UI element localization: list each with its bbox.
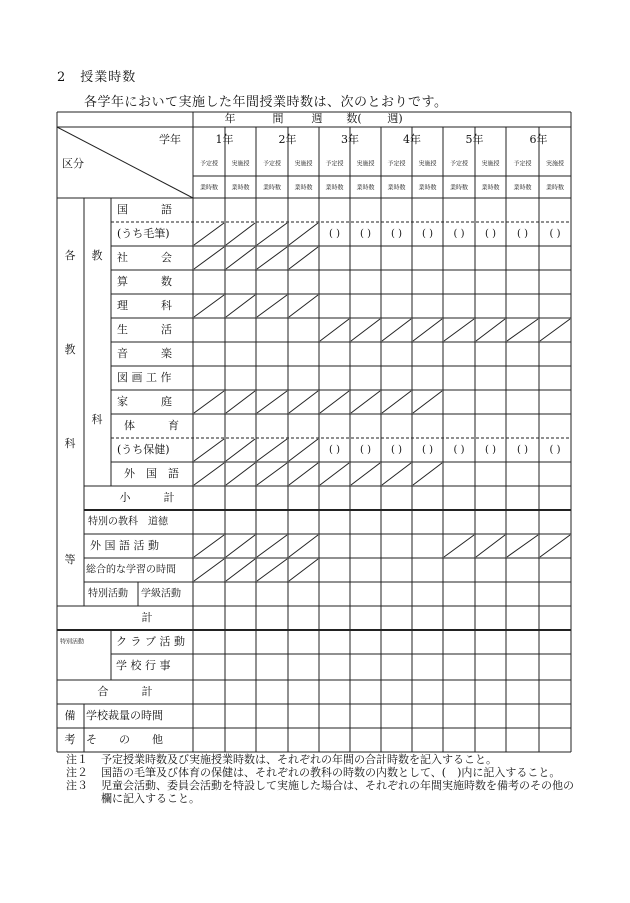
- paren-mark: ( ): [517, 444, 528, 456]
- paren-mark: ( ): [517, 228, 528, 240]
- not-applicable-slash: [540, 535, 570, 557]
- not-applicable-slash: [320, 463, 349, 485]
- sub-header-top: 実施授: [294, 160, 313, 168]
- not-applicable-slash: [444, 535, 474, 557]
- vlabel: 各: [64, 249, 76, 262]
- discretionary-label: 学校裁量の時間: [86, 709, 163, 722]
- paren-mark: ( ): [329, 228, 340, 240]
- not-applicable-slash: [507, 319, 538, 341]
- subject-label: 体 育: [124, 419, 179, 432]
- notes: [66, 753, 576, 805]
- sub-header-bottom: 業時数: [262, 184, 282, 192]
- sub-header-top: 実施授: [231, 160, 250, 168]
- not-applicable-slash: [289, 559, 318, 581]
- not-applicable-slash: [413, 463, 442, 485]
- paren-mark: ( ): [391, 444, 402, 456]
- sub-header-bottom: 業時数: [199, 184, 219, 192]
- not-applicable-slash: [257, 295, 287, 317]
- not-applicable-slash: [226, 295, 255, 317]
- subject-label: 音 楽: [117, 347, 172, 360]
- sub-header-bottom: 業時数: [325, 184, 344, 192]
- paren-mark: ( ): [422, 228, 433, 240]
- total-label: 計: [141, 611, 153, 624]
- not-applicable-slash: [194, 463, 224, 485]
- not-applicable-slash: [351, 463, 380, 485]
- not-applicable-slash: [507, 535, 538, 557]
- not-applicable-slash: [194, 223, 224, 245]
- sub-header-top: 予定授: [262, 160, 282, 168]
- sub-header-bottom: 業時数: [356, 184, 375, 192]
- section-title: 授業時数: [80, 70, 137, 85]
- not-applicable-slash: [289, 463, 318, 485]
- not-applicable-slash: [194, 391, 224, 413]
- grade-header: 4年: [403, 133, 421, 146]
- note-1-text: 予定授業時数及び実施授業時数は、それぞれの年間の合計時数を記入すること。: [101, 753, 497, 766]
- paren-mark: ( ): [549, 228, 561, 240]
- sub-header-top: 予定授: [513, 160, 532, 168]
- vlabel: 教: [91, 249, 103, 262]
- not-applicable-slash: [476, 319, 505, 341]
- sub-header-bottom: 業時数: [481, 184, 500, 192]
- not-applicable-slash: [257, 439, 287, 461]
- integrated-label: 総合的な学習の時間: [86, 564, 176, 576]
- not-applicable-slash: [194, 295, 224, 317]
- grade-header: 2年: [278, 133, 297, 146]
- vlabel: 科: [64, 437, 76, 450]
- vlabel: 考: [64, 733, 76, 746]
- intro-text: 各学年において実施した年間授業時数は、次のとおりです。: [84, 95, 448, 110]
- sub-header-top: 実施授: [481, 160, 500, 168]
- header-weeks-suffix: 週): [387, 112, 403, 125]
- paren-mark: ( ): [485, 228, 496, 240]
- vlabel: 等: [64, 553, 76, 566]
- not-applicable-slash: [351, 391, 380, 413]
- not-applicable-slash: [289, 223, 318, 245]
- not-applicable-slash: [289, 439, 318, 461]
- not-applicable-slash: [194, 439, 224, 461]
- not-applicable-slash: [289, 247, 318, 269]
- paren-mark: ( ): [391, 228, 402, 240]
- table-labels: [60, 111, 564, 746]
- subject-label: 家 庭: [117, 395, 172, 408]
- sub-header-top: 実施授: [418, 160, 437, 168]
- header-weeks-char: 数(: [346, 112, 362, 125]
- other-label: そ の 他: [86, 733, 163, 746]
- not-applicable-slash: [413, 391, 442, 413]
- paren-mark: ( ): [422, 444, 433, 456]
- class-activity-label: 学級活動: [141, 588, 181, 600]
- not-applicable-slash: [226, 439, 255, 461]
- events-label: 学 校 行 事: [116, 659, 171, 672]
- grand-total-label: 合 計: [97, 685, 153, 698]
- note-2: [66, 766, 576, 779]
- vlabel: 科: [91, 413, 103, 426]
- not-applicable-slash: [289, 391, 318, 413]
- note-3-label: 注３: [66, 779, 88, 792]
- note-3-text: 児童会活動、委員会活動を特設して実施した場合は、それぞれの年間実施時数を備考のその他の欄に記入すること。: [101, 779, 574, 805]
- not-applicable-slash: [540, 319, 570, 341]
- not-applicable-slash: [226, 535, 255, 557]
- note-1: [66, 753, 576, 766]
- subject-label: 社 会: [117, 251, 172, 264]
- header-weeks-char: 年: [224, 112, 236, 125]
- not-applicable-slash: [226, 247, 255, 269]
- vlabel: 教: [64, 343, 76, 356]
- not-applicable-slash: [382, 391, 411, 413]
- not-applicable-slash: [226, 223, 255, 245]
- grade-header: 1年: [215, 133, 234, 146]
- sub-header-bottom: 業時数: [294, 184, 313, 192]
- subject-label: 外 国 語: [124, 467, 179, 480]
- grade-header: 5年: [465, 133, 484, 146]
- header-grade-label: 学年: [159, 133, 181, 146]
- not-applicable-slash: [257, 463, 287, 485]
- header-weeks-char: 間: [272, 112, 284, 125]
- paren-mark: ( ): [360, 444, 371, 456]
- header-division-label: 区分: [62, 157, 84, 170]
- not-applicable-slash: [320, 319, 349, 341]
- note-3: [66, 779, 576, 805]
- subject-label: 国 語: [117, 203, 172, 216]
- not-applicable-slash: [382, 463, 411, 485]
- section-number: 2: [57, 70, 67, 85]
- not-applicable-slash: [194, 535, 224, 557]
- paren-mark: ( ): [453, 444, 465, 456]
- not-applicable-slash: [226, 559, 255, 581]
- not-applicable-slash: [194, 247, 224, 269]
- subject-label: 理 科: [117, 299, 172, 312]
- sub-header-top: 実施授: [356, 160, 375, 168]
- not-applicable-slash: [226, 391, 255, 413]
- sub-header-bottom: 業時数: [231, 184, 250, 192]
- not-applicable-slash: [351, 319, 380, 341]
- club-label: ク ラ ブ 活 動: [116, 635, 185, 648]
- sub-header-top: 予定授: [387, 160, 406, 168]
- foreign-activity-label: 外 国 語 活 動: [90, 539, 159, 552]
- note-2-label: 注２: [66, 766, 88, 779]
- not-applicable-slash: [257, 391, 287, 413]
- note-2-text: 国語の毛筆及び体育の保健は、それぞれの教科の時数の内数として、( )内に記入すること。: [101, 766, 561, 779]
- not-applicable-slash: [413, 319, 442, 341]
- sub-header-bottom: 業時数: [513, 184, 532, 192]
- not-applicable-slash: [289, 535, 318, 557]
- not-applicable-slash: [320, 391, 349, 413]
- not-applicable-slash: [257, 535, 287, 557]
- not-applicable-slash: [257, 247, 287, 269]
- not-applicable-slash: [444, 319, 474, 341]
- header-weeks-char: 週: [311, 112, 323, 125]
- not-applicable-slash: [257, 559, 287, 581]
- paren-mark: ( ): [453, 228, 465, 240]
- subject-label: 算 数: [117, 275, 172, 288]
- not-applicable-slash: [257, 223, 287, 245]
- sub-header-bottom: 業時数: [387, 184, 406, 192]
- sub-header-bottom: 業時数: [418, 184, 437, 192]
- paren-mark: ( ): [329, 444, 340, 456]
- grade-header: 3年: [341, 133, 359, 146]
- grade-header: 6年: [529, 133, 548, 146]
- not-applicable-slash: [382, 319, 411, 341]
- subject-note: (うち保健): [117, 443, 170, 456]
- special-activity-label: 特別活動: [88, 588, 128, 600]
- subject-note: (うち毛筆): [117, 227, 170, 240]
- not-applicable-slash: [194, 559, 224, 581]
- not-applicable-slash: [226, 463, 255, 485]
- sub-header-top: 実施授: [545, 160, 565, 168]
- sub-header-top: 予定授: [325, 160, 344, 168]
- sub-header-top: 予定授: [199, 160, 219, 168]
- sub-header-top: 予定授: [449, 160, 469, 168]
- subject-label: 生 活: [117, 323, 172, 336]
- paren-mark: ( ): [549, 444, 561, 456]
- subject-label: 図 画 工 作: [117, 371, 172, 384]
- not-applicable-slash: [289, 295, 318, 317]
- not-applicable-slash: [476, 535, 505, 557]
- paren-mark: ( ): [485, 444, 496, 456]
- special-label: 特別活動: [60, 638, 85, 646]
- moral-label: 特別の教科 道徳: [88, 516, 168, 528]
- subtotal-label: 小 計: [119, 491, 175, 504]
- paren-mark: ( ): [360, 228, 371, 240]
- sub-header-bottom: 業時数: [545, 184, 565, 192]
- sub-header-bottom: 業時数: [449, 184, 469, 192]
- note-1-label: 注１: [66, 753, 88, 766]
- vlabel: 備: [64, 709, 76, 722]
